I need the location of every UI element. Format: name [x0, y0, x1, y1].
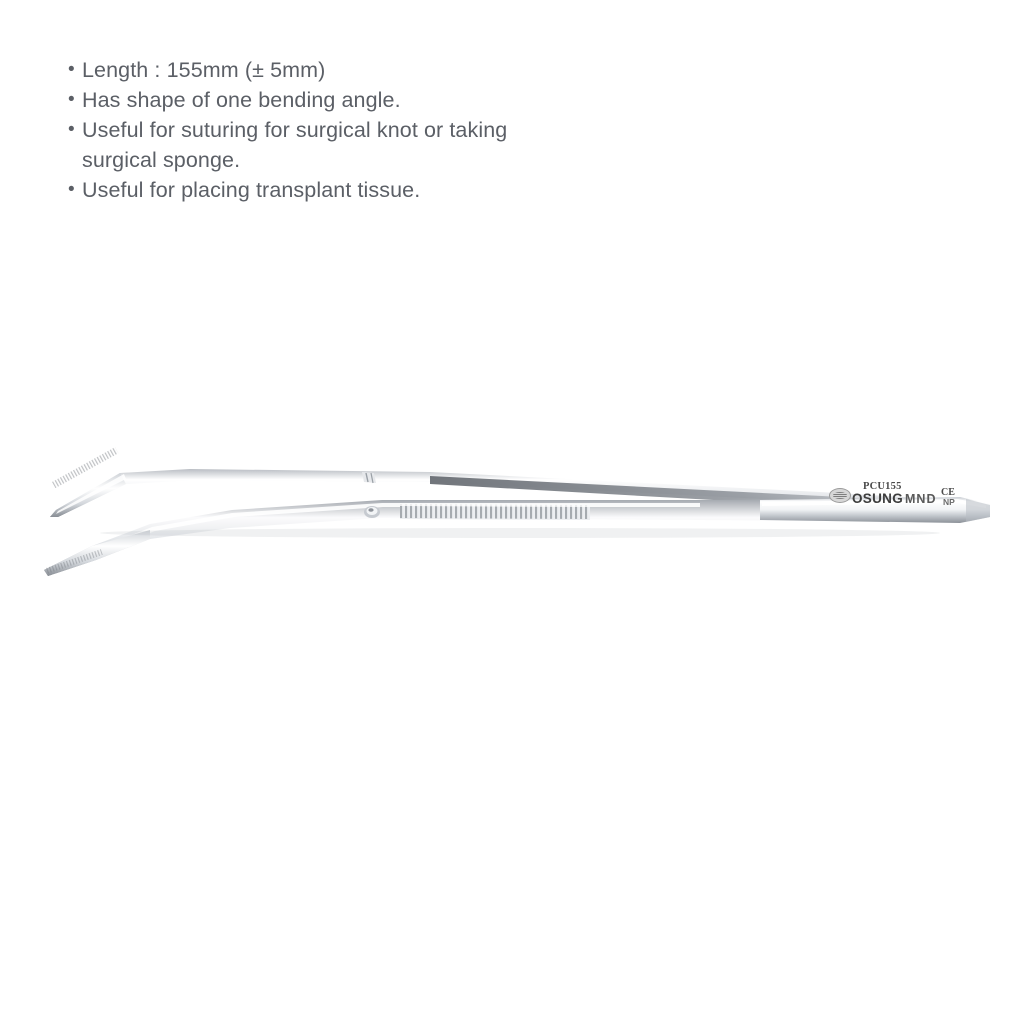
- ce-mark-icon: CE: [941, 487, 955, 498]
- bullet-icon: •: [68, 89, 75, 110]
- spec-list-item: [68, 115, 688, 145]
- product-code-marking: PCU155: [863, 481, 902, 492]
- spec-item-text: Useful for suturing for surgical knot or taking: [82, 118, 508, 142]
- material-marking: NP: [943, 497, 955, 507]
- forceps-handle-end: [966, 499, 990, 522]
- spec-item-text: Has shape of one bending angle.: [82, 88, 401, 112]
- forceps-knurled-grip: [400, 503, 590, 520]
- forceps-drop-shadow: [100, 528, 940, 538]
- spec-list-item-continuation: [68, 145, 688, 175]
- spec-list-item: [68, 85, 688, 115]
- bullet-icon: •: [68, 59, 75, 80]
- spec-item-text: Useful for placing transplant tissue.: [82, 178, 421, 202]
- brand-name-marking: OSUNG: [852, 491, 904, 506]
- bullet-icon: •: [68, 179, 75, 200]
- spec-item-text: surgical sponge.: [82, 148, 241, 172]
- product-spec-list: [68, 55, 688, 205]
- sub-brand-marking: MND: [905, 492, 937, 506]
- product-image-forceps: [0, 400, 1024, 660]
- spec-list-item: [68, 55, 688, 85]
- brand-logo-icon: [829, 488, 851, 503]
- forceps-collar: [362, 472, 376, 483]
- spec-list-item: [68, 175, 688, 205]
- forceps-lower-tip-serrations: [46, 549, 103, 574]
- forceps-illustration: [0, 400, 1024, 660]
- bullet-icon: •: [68, 119, 75, 140]
- forceps-pin: [364, 506, 380, 518]
- spec-item-text: Length : 155mm (± 5mm): [82, 58, 326, 82]
